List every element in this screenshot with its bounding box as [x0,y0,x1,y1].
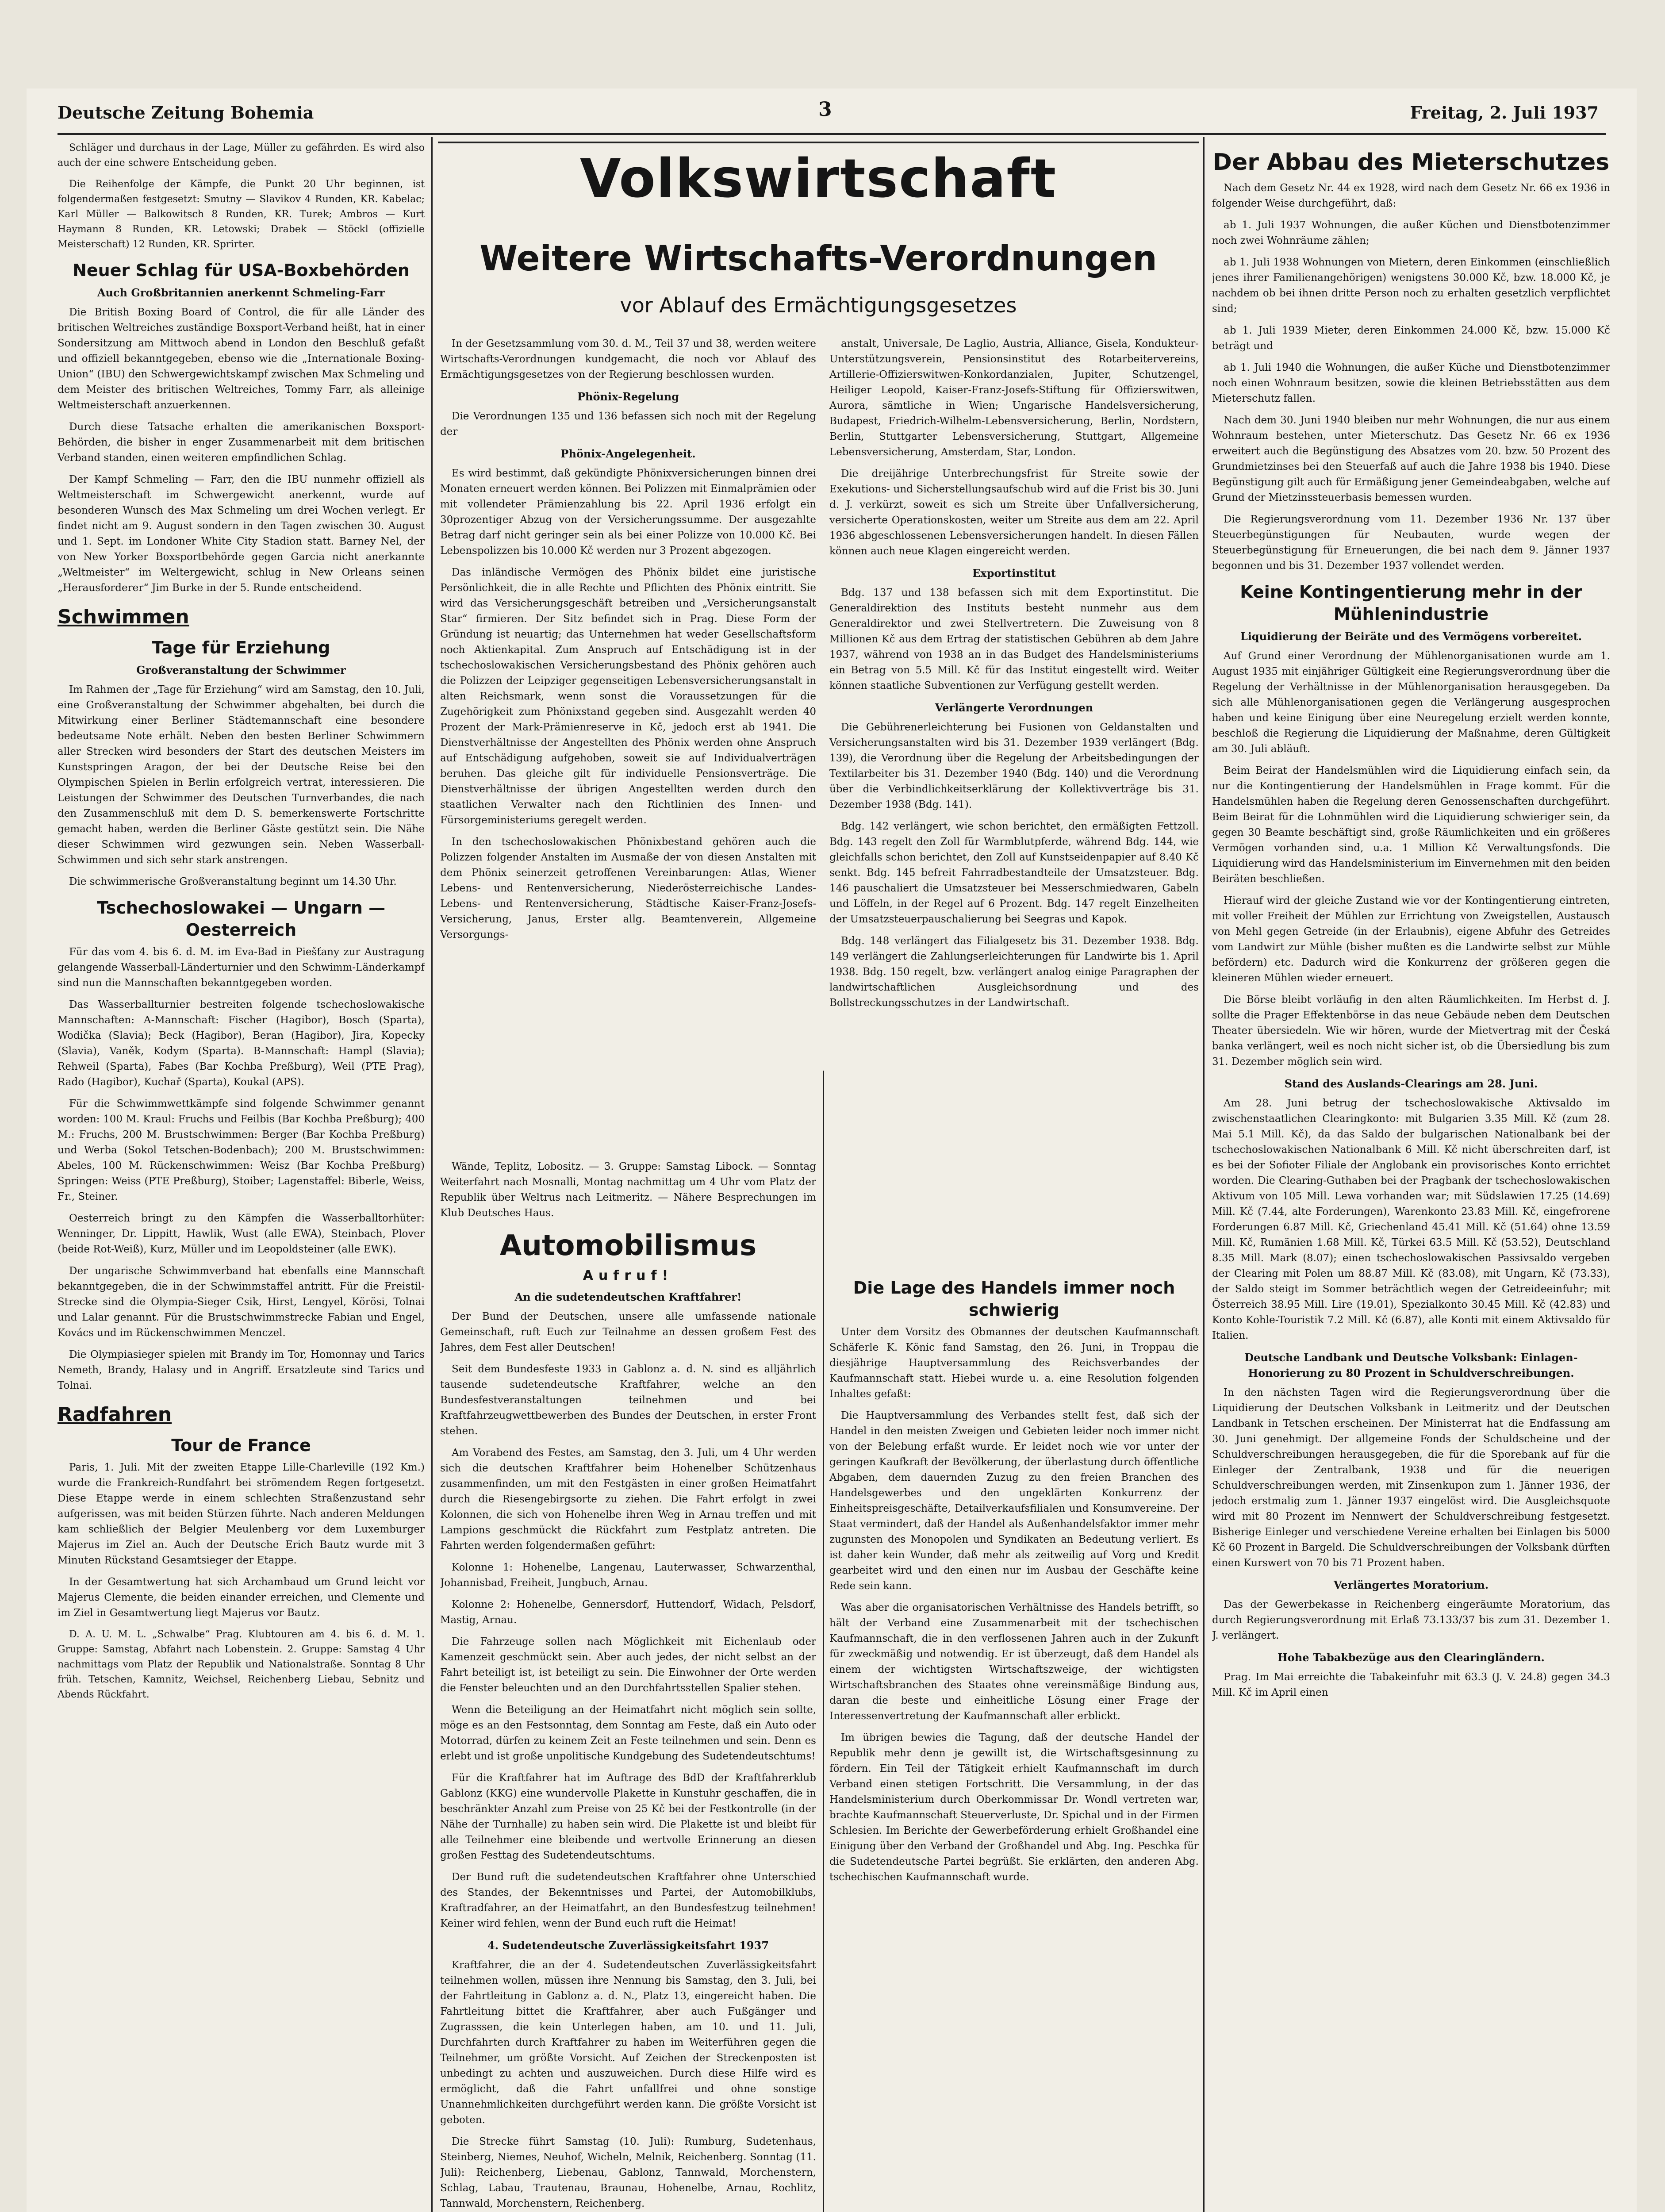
article-text: Die Fahrzeuge sollen nach Möglichkeit mit Eichenlaub oder Kamenzeit geschmückt sein. Aber auch jedes, der nicht selbst an der Fahrt beteiligt ist, ist beteiligt zu sein. Die Einwohner der Orte werden die Fenster beleuchten und an den Durchfahrtsstellen Spalier stehen. [440,1636,816,1694]
article-text: Durch diese Tatsache erhalten die amerikanischen Boxsport-Behörden, die bisher in enger Zusammenarbeit mit dem britischen Verband standen, einen weiteren empfindlichen Schlag. [58,421,425,464]
article-text: Nach dem 30. Juni 1940 bleiben nur mehr Wohnungen, die nur aus einem Wohnraum bestehen, unter Mieterschutz. Das Gesetz Nr. 66 ex 1936 erweitert auch die Begünstigung des Absatzes vom 20. bzw. 50 Prozent des Grundmietzinses bei den Steuerfaß auf auch die Jahre 1938 bis 1940. Diese Begünstigung gilt auch für Ermäßigung jener Gemeindeabgaben, welche auf Grund der Mietzinssteuerbasis bemessen wurden. [1212,415,1610,503]
article-text: Der Bund ruft die sudetendeutschen Kraftfahrer ohne Unterschied des Standes, der Bekenntnisses und Partei, der Automobilklubs, Kraftradfahrer, an der Heimatfahrt, an den Bundesfestzug teilnehmen! Keiner wird fehlen, wenn der Bund euch ruft die Heimat! [440,1871,816,1929]
article-text: Kolonne 1: Hohenelbe, Langenau, Lauterwasser, Schwarzenthal, Johannisbad, Freiheit, Jungbuch, Arnau. [440,1562,816,1589]
article-text: ab 1. Juli 1938 Wohnungen von Mietern, deren Einkommen (einschließlich jenes ihrer Familienangehörigen) wenigstens 30.000 Kč, bzw. 18.000 Kč, je nachdem ob bei ihnen dritte Person noch zu erhalten gesetzlich verpflichtet sind; [1212,257,1610,315]
column-handel [829,1270,1199,2212]
article-text: Kraftfahrer, die an der 4. Sudetendeutschen Zuverlässigkeitsfahrt teilnehmen wollen, müssen ihre Nennung bis Samstag, den 3. Juli, bei der Fahrtleitung in Gablonz a. d. N., Platz 13, eingereicht haben. Die Fahrtleitung bittet die Kraftfahrer, aber auch Fußgänger und Zugrasssen, die kein Unterlegen haben, am 10. und 11. Juli, Durchfahrten durch Kraftfahrer zu haben im Weiterführen gegen die Teilnehmer, um größte Vorsicht. Auf Zeichen der Streckenposten ist unbedingt zu achten und auszuweichen. Durch diese Hilfe wird es ermöglicht, daß die Fahrt unfallfrei und ohne sonstige Unannehmlichkeiten durchgeführt werden kann. Die größte Vorsicht ist geboten. [440,1959,816,2126]
article-text: Die Verordnungen 135 und 136 befassen sich noch mit der Regelung der [440,411,816,438]
article-text: Im Rahmen der „Tage für Erziehung“ wird am Samstag, den 10. Juli, eine Großveranstaltung der Schwimmer abgehalten, bei durch die Mitwirkung einer Berliner Städtemannschaft eine besondere bedeutsame Note erhält. Neben den besten Berliner Schwimmern aller Strecken wird besonders der Start des deutschen Meisters im Kunstspringen Aragon, der bei der Deutsche Reise bei den Olympischen Spielen in Berlin erfolgreich vertrat, interessieren. Die Leistungen der Schwimmer des Deutschen Turnverbandes, die nach den Zusammenschluß mit dem D. S. bemerkenswerte Fortschritte gemacht haben, werden die Berliner Gäste gestützt sein. Die Nähe dieser Schwimmen wird gezwungen sein. Neben Wasserball-Schwimmen und sich sehr stark anstrengen. [58,684,425,866]
article-text: Paris, 1. Juli. Mit der zweiten Etappe Lille-Charleville (192 Km.) wurde die Frankreich-Rundfahrt bei strömendem Regen fortgesetzt. Diese Etappe werde in einem schlechten Straßenzustand sehr aufgerissen, was mit beiden Stürzen führte. Nach anderen Meldungen kam schließlich der Belgier Meulenberg vor dem Luxemburger Majerus im Ziel an. Auch der Deutsche Erich Bautz wurde mit 3 Minuten Rückstand Gesamtsieger der Etappe. [58,1462,425,1566]
article-text: Die Gebührenerleichterung bei Fusionen von Geldanstalten und Versicherungsanstalten wird bis 31. Dezember 1939 verlängert (Bdg. 139), die Verordnung über die Regelung der Arbeitsbedingungen der Textilarbeiter bis 31. Dezember 1940 (Bdg. 140) und die Verordnung über die Verbindlichkeitserklärung der Kollektivverträge bis 31. Dezember 1938 (Bdg. 141). [829,722,1199,810]
subheadline: Auch Großbritannien anerkennt Schmeling-Farr [97,286,385,299]
article-text: Wände, Teplitz, Lobositz. — 3. Gruppe: Samstag Libock. — Sonntag Weiterfahrt nach Mosnalli, Montag nachmittag um 4 Uhr vom Platz der Republik über Weltrus nach Leitmeritz. — Nähere Besprechungen im Klub Deutsches Haus. [440,1161,816,1219]
column-sport [58,141,425,2212]
article-text: In den tschechoslowakischen Phönixbestand gehören auch die Polizzen folgender Anstalten im Ausmaße der von diesen Anstalten mit dem Phönix seinerzeit getroffenen Vereinbarungen: Atlas, Wiener Lebens- und Rentenversicherung, Niederösterreichische Landes-Lebens- und Rentenversicherung, Städtische Kaiser-Franz-Josefs-Versicherung, Janus, Erster allg. Beamtenverein, Allgemeine Versorgungs- [440,836,816,941]
article-text: Bdg. 148 verlängert das Filialgesetz bis 31. Dezember 1938. Bdg. 149 verlängert die Zahlungserleichterungen für Landwirte bis 1. April 1938. Bdg. 150 regelt, bzw. verlängert analog einige Paragraphen der landwirtschaftlichen Ausgleichsordnung und des Bollstreckungsschutzes in der Landwirtschaft. [829,935,1199,1009]
article-text: Beim Beirat der Handelsmühlen wird die Liquidierung einfach sein, da nur die Kontingentierung der Handelsmühlen in Frage kommt. Für die Handelsmühlen haben die Regelung deren Genossenschaften durchgeführt. Beim Beirat für die Lohnmühlen wird die Liquidierung schwieriger sein, da gegen 30 Beamte beschäftigt sind, große Räumlichkeiten und ein größeres Vermögen vorhanden sind, u.a. 1 Million Kč Verwaltungsfonds. Die Liquidierung wird das Handelsministerium im Einvernehmen mit den beiden Beiräten beschließen. [1212,765,1610,885]
article-text: ab 1. Juli 1939 Mieter, deren Einkommen 24.000 Kč, bzw. 15.000 Kč beträgt und [1212,325,1610,352]
headline-tschechoslowakei: Tschechoslowakei — Ungarn — Oesterreich [96,898,386,940]
article-text: Bdg. 137 und 138 befassen sich mit dem Exportinstitut. Die Generaldirektion des Instituts besteht nunmehr aus dem Generaldirektor und zwei Stellvertretern. Die Zuweisung von 8 Millionen Kč aus dem Ertrag der statistischen Gebühren ab dem Jahre 1937, während von 1938 an in das Budget des Handelsministeriums ein Betrag von 5.5 Mill. Kč für das Institut eingestellt wird. Weiter können staatliche Subventionen zur Verfügung gestellt werden. [829,587,1199,691]
article-text: Es wird bestimmt, daß gekündigte Phönixversicherungen binnen drei Monaten erneuert werden können. Bei Polizzen mit Einmalprämien oder mit vollendeter Prämienzahlung bis 22. April 1936 erfolgt ein 30prozentiger Abzug von der Versicherungssumme. Der ausgezahlte Betrag darf nicht geringer sein als bei einer Polizze von 10.000 Kč. Bei Lebenspolizzen bis 10.000 Kč werden nur 3 Prozent abgezogen. [440,468,816,557]
article-text: Die Börse bleibt vorläufig in den alten Räumlichkeiten. Im Herbst d. J. sollte die Prager Effektenbörse in das neue Gebäude neben dem Deutschen Theater übersiedeln. Wie wir hören, wurde der Mietvertrag mit der Česká banka verlängert, weil es noch nicht sicher ist, ob die Übersiedlung bis zum 31. Dezember möglich sein wird. [1212,994,1610,1068]
article-text: Die dreijährige Unterbrechungsfrist für Streite sowie der Exekutions- und Sicherstellungsaufschub wird auf die Frist bis 30. Juni d. J. verkürzt, soweit es sich um Streite über Unfallversicherung, versicherte Operationskosten, weiter um Streite aus dem am 22. April 1936 abgeschlossenen Lebensversicherungen handelt. In diesen Fällen können auch neue Klagen eingereicht werden. [829,468,1199,557]
page-number: 3 [818,98,832,121]
section-schwimmen: Schwimmen [58,606,189,628]
header-rule [58,133,1606,135]
column-wirtschaft-rechts [1212,141,1610,2212]
subheadline: 4. Sudetendeutsche Zuverlässigkeitsfahrt 1937 [487,1939,769,1952]
article-text: Das der Gewerbekasse in Reichenberg eingeräumte Moratorium, das durch Regierungsverordnung mit Erlaß 73.133/37 bis zum 31. Dezember 1. J. verlängert. [1212,1599,1610,1641]
section-radfahren: Radfahren [58,1403,172,1426]
headline-neuer-schlag: Neuer Schlag für USA-Boxbehörden [73,261,410,280]
article-text: Der ungarische Schwimmverband hat ebenfalls eine Mannschaft bekanntgegeben, die in der Schwimmstaffel antritt. Für die Freistil-Strecke sind die Olympia-Sieger Csik, Hirst, Lengyel, Körösi, Tolnai und Lalar genannt. Für die Brustschwimmstrecke Fabian und Engel, Kovács und im Rückenschwimmen Menczel. [58,1265,425,1339]
subheadline: Exportinstitut [972,567,1056,580]
headline-tage-fuer-erziehung: Tage für Erziehung [152,638,330,657]
paper-name: Deutsche Zeitung Bohemia [58,103,314,123]
article-text: Bdg. 142 verlängert, wie schon berichtet, den ermäßigten Fettzoll. Bdg. 143 regelt den Zoll für Warmblutpferde, während Bdg. 144, wie gleichfalls schon berichtet, den Zoll auf Kunstseidenpapier auf 8.40 Kč senkt. Bdg. 145 befreit Fahrradbestandteile der Umsatzsteuer. Bdg. 146 pauschaliert die Umsatzsteuer bei Messerschmiedwaren, Gabeln und Löffeln, in der Regel auf 6 Prozent. Bdg. 147 regelt Einzelheiten der Umsatzsteuerpauschalierung bei Seegras und Kapok. [829,821,1199,925]
article-text: anstalt, Universale, De Laglio, Austria, Alliance, Gisela, Kondukteur-Unterstützungsverein, Pensionsinstitut des Rotarbeitervereins, Artillerie-Offizierswitwen-Konkordanzialen, Jupiter, Schutzengel, Heiliger Leopold, Kaiser-Franz-Josefs-Stiftung für Offizierswitwen, Aurora, sämtliche in Wien; Ungarische Handelsversicherung, Budapest, Friedrich-Wilhelm-Lebensversicherung, Berlin, Nordstern, Berlin, Stuttgarter Lebensversicherung, Stuttgart, Allgemeine Lebensversicherung, Amsterdam, Star, London. [829,338,1199,458]
article-text: Was aber die organisatorischen Verhältnisse des Handels betrifft, so hält der Verband eine Zusammenarbeit mit der tschechischen Kaufmannschaft, die in den verflossenen Jahren auch in der Zukunft für zweckmäßig und notwendig. Er ist überzeugt, daß dem Handel als einem der wichtigsten Wirtschaftszweige, der wichtigsten Wirtschaftsbranchen des Staates ohne vereinsmäßige Bindung aus, daran die beste und einheitliche Lösung einer Frage der Interessenvertretung der Kaufmannschaft aller erblickt. [829,1602,1199,1722]
subheadline: Stand des Auslands-Clearings am 28. Juni. [1284,1077,1538,1090]
article-text: Der Bund der Deutschen, unsere alle umfassende nationale Gemeinschaft, ruft Euch zur Teilnahme an dessen großem Fest des Jahres, dem Fest aller Deutschen! [440,1311,816,1353]
article-text: ab 1. Juli 1937 Wohnungen, die außer Küchen und Dienstbotenzimmer noch zwei Wohnräume zählen; [1212,219,1610,246]
headline-lage-des-handels: Die Lage des Handels immer noch schwierig [853,1278,1175,1320]
subheadline: Phönix-Angelegenheit. [560,447,696,460]
column-rule-1 [431,137,433,2212]
article-text: Nach dem Gesetz Nr. 44 ex 1928, wird nach dem Gesetz Nr. 66 ex 1936 in folgender Weise durchgeführt, daß: [1212,182,1610,209]
article-text: Am 28. Juni betrug der tschechoslowakische Aktivsaldo im zwischenstaatlichen Clearingkonto: mit Bulgarien 3.35 Mill. Kč (zum 28. Mai 5.1 Mill. Kč), da das Saldo der bulgarischen Nationalbank bei der tschechoslowakischen Nationalbank 6 Mill. Kč nicht überschreiten darf, ist es bei der Sofioter Filiale der Anglobank ein provisorisches Konto errichtet worden. Die Clearing-Guthaben bei der Pragbank der tschechoslowakischen Aktivum von 105 Mill. Lewa vorhanden war; mit Südslawien 17.25 (14.69) Mill. Kč (7.44, alte Forderungen), Warenkonto 23.83 Mill. Kč, eingefrorene Forderungen 6.87 Mill. Kč, Griechenland 45.41 Mill. Kč (51.64) ohne 13.59 Mill. Kč, Rumänien 1.68 Mill. Kč, Türkei 63.5 Mill. Kč (53.52), Deutschland 8.35 Mill. Mark (8.07); einen tschechoslowakischen Passivsaldo vergeben der Clearing mit Polen um 88.87 Mill. Kč (83.08), mit Ungarn, Kč (73.33), der Saldo steigt im Sommer beträchtlich wegen der Getreideeinfuhr; mit Österreich 38.95 Mill. Lire (19.01), Spezialkonto 30.45 Mill. Kč (42.83) und Konto Kohle-Touristik 7.2 Mill. Kč (6.87), alle Konti mit einem Aktivsaldo für Italien. [1212,1098,1610,1341]
column-rule-2 [1203,137,1205,2212]
subheadline: Liquidierung der Beiräte und des Vermögens vorbereitet. [1240,630,1582,643]
headline-tour-de-france: Tour de France [171,1436,311,1455]
article-text: Das inländische Vermögen des Phönix bildet eine juristische Persönlichkeit, die in alle Rechte und Pflichten des Phönix eintritt. Sie wird das Versicherungsgeschäft betreiben und „Versicherungsanstalt Star“ firmieren. Der Sitz befindet sich in Prag. Diese Form der Gründung ist neuartig; das Unternehmen hat weder Gesellschaftsform noch Aktienkapital. Zum Anspruch auf Entschädigung ist in der tschechoslowakischen Versicherungsbestand des Phönix gehören auch die Polizzen der Leipziger gegenseitigen Lebensversicherungsanstalt in alten Reichsmark, wenn sonst die Voraussetzungen für die Zugehörigkeit zum Phönixstand gegeben sind. Ausgezahlt werden 40 Prozent der Mark-Prämienreserve in Kč, jedoch erst ab 1941. Die Dienstverhältnisse der Angestellten des Phönix werden ohne Anspruch auf Entschädigung aufgehoben, soweit sie auf Individualverträgen beruhen. Das gleiche gilt für individuelle Pensionsverträge. Die Dienstverhältnisse der übrigen Angestellten werden durch den staatlichen Verwalter nach den Richtlinien des Innen- und Fürsorgeministeriums geregelt werden. [440,567,816,826]
article-text: Für das vom 4. bis 6. d. M. im Eva-Bad in Piešťany zur Austragung gelangende Wasserball-Länderturnier und den Schwimm-Länderkampf sind nun die Mannschaften bekanntgegeben worden. [58,946,425,989]
article-text: In den nächsten Tagen wird die Regierungsverordnung über die Liquidierung der Deutschen Volksbank in Leitmeritz und der Deutschen Landbank in Tetschen erscheinen. Der Ministerrat hat die Endfassung am 30. Juni genehmigt. Der allgemeine Fonds der Schuldscheine und der Schuldverschreibungen herausgegeben, die für die Sporebank auf für die Einleger der Zentralbank, 1938 und für die neuerigen Schuldverschreibungen werden, mit Zinsenkupon zum 1. Jänner 1936, der jedoch erstmalig zum 1. Jänner 1937 eingelöst wird. Die Ausgleichsquote wird mit 80 Prozent im Nennwert der Schuldverschreibung festgesetzt. Bisherige Einleger und verschiedene Vereine erhalten bei Einlagen bis 5000 Kč 60 Prozent in Bargeld. Die Schuldverschreibungen der Volksbank dürften einen Kurswert von 70 bis 71 Prozent haben. [1212,1387,1610,1569]
article-text: Seit dem Bundesfeste 1933 in Gablonz a. d. N. sind es alljährlich tausende sudetendeutsche Kraftfahrer, welche an den Bundesfestveranstaltungen teilnehmen und bei Kraftfahrzeugwettbewerben des Bundes der Deutschen, in erster Front stehen. [440,1363,816,1437]
column-automobilismus [440,1159,816,2212]
headline-abbau-mieterschutz: Der Abbau des Mieterschutzes [1212,149,1610,176]
article-text: Die Reihenfolge der Kämpfe, die Punkt 20 Uhr beginnen, ist folgendermaßen festgesetzt: Smutny — Slavikov 4 Runden, KR. Kabelac; Karl Müller — Balkowitsch 8 Runden, KR. Turek; Ambros — Kurt Haymann 8 Runden, KR. Letowski; Drabek — Stöckl (offizielle Meisterschaft) 12 Runden, KR. Sprirter. [58,179,425,250]
headline-kontingentierung: Keine Kontingentierung mehr in der Mühlenindustrie [1240,582,1582,624]
article-text: Wenn die Beteiligung an der Heimatfahrt nicht möglich sein sollte, möge es an den Festsonntag, dem Sonntag am Feste, daß ein Auto oder Motorrad, dürfen zu keinem Zeit an Feste teilnehmen und sein. Denn es erlebt und ist große unpolitische Kundgebung des Sudetendeutschtums! [440,1704,816,1762]
subheadline: Großveranstaltung der Schwimmer [136,664,346,676]
article-text: ab 1. Juli 1940 die Wohnungen, die außer Küche und Dienstbotenzimmer noch einen Wohnraum besitzen, sowie die kleinen Betriebsstätten aus dem Mieterschutz fallen. [1212,362,1610,404]
article-text: Im übrigen bewies die Tagung, daß der deutsche Handel der Republik mehr denn je gewillt ist, die Wirtschaftsgesinnung zu fördern. Ein Teil der Tätigkeit erhielt Kaufmannschaft im durch Verband einen stetigen Fortschritt. Die Versammlung, in der das Handelsministerium durch Oberkommissar Dr. Wondl vertreten war, brachte Kaufmannschaft Steuerverluste, Dr. Spichal und in der Firmen Schlesien. Im Berichte der Gewerbeförderung erhielt Großhandel eine Einigung über den Verband der Großhandel und Abg. Ing. Peschka für die Sudetendeutsche Partei begrüßt. Sie erklärten, den anderen Abg. tschechischen Kaufmannschaft wurde. [829,1732,1199,1883]
article-text: Für die Schwimmwettkämpfe sind folgende Schwimmer genannt worden: 100 M. Kraul: Fruchs und Feilbis (Bar Kochba Preßburg); 400 M.: Fruchs, 200 M. Brustschwimmen: Berger (Bar Kochba Preßburg) und Werba (Sokol Tetschen-Bodenbach); 200 M. Brustschwimmen: Abeles, 100 M. Rückenschwimmen: Weisz (Bar Kochba Preßburg) Springen: Weiss (PTE Preßburg), Stoiber; Lagenstaffel: Biberle, Weiss, Fr., Steiner. [58,1098,425,1202]
page-header [58,98,1599,134]
article-text: Der Kampf Schmeling — Farr, den die IBU nunmehr offiziell als Weltmeisterschaft im Schwergewicht anerkennt, wurde auf besonderen Wunsch des Max Schmeling um drei Wochen verlegt. Er findet nicht am 9. August sondern in den Tagen zwischen 30. August und 1. Sept. im Londoner White City Stadion statt. Barney Nel, der von New Yorker Boxsportbehörde gegen Garcia nicht anerkannte „Weltmeister“ im Weltergewicht, schlug in New Orleans seinen „Herausforderer“ Jim Burke in der 5. Runde entscheidend. [58,474,425,594]
article-text: Die Olympiasieger spielen mit Brandy im Tor, Homonnay und Tarics Nemeth, Brandy, Halasy und in Angriff. Ersatzleute sind Tarics und Tolnai. [58,1349,425,1391]
headline-aufruf: Aufruf! [583,1268,674,1283]
subheadline: Verlängertes Moratorium. [1333,1578,1489,1591]
article-text: Hierauf wird der gleiche Zustand wie vor der Kontingentierung eintreten, mit voller Freiheit der Mühlen zur Errichtung von Zweigstellen, Austausch von Mehl gegen Getreide (in der Erlaubnis), eigene Abfuhr des Getreides vom Landwirt zur Mühle (bisher mußten es die Landwirte selbst zur Mühle befördern) etc. Dadurch wird die Konkurrenz der größeren gegen die kleineren Mühlen wieder erneuert. [1212,895,1610,984]
issue-date: Freitag, 2. Juli 1937 [1410,103,1599,123]
article-text: Die schwimmerische Großveranstaltung beginnt um 14.30 Uhr. [69,876,397,887]
column-verordnungen-b [829,336,1199,1066]
article-text: Die Regierungsverordnung vom 11. Dezember 1936 Nr. 137 über Steuerbegünstigungen für Neubauten, wurde wegen der Steuerbegünstigung für Erneuerungen, die bei nach dem 9. Jänner 1937 begonnen und bis 31. Dezember 1937 vollendet werden. [1212,514,1610,572]
article-text: Auf Grund einer Verordnung der Mühlenorganisationen wurde am 1. August 1935 mit einjähriger Gültigkeit eine Regierungsverordnung über die Regelung der Verhältnisse in der Mühlenorganisation herausgegeben. Da sich alle Mühlenorganisationen gegen die Verlängerung ausgesprochen haben und keine Einigung über eine Neuregelung erzielt werden konnte, beschloß die Regierung die Liquidierung der Maßnahme, deren Gültigkeit am 30. Juli abläuft. [1212,650,1610,755]
column-rule-3 [823,1071,824,2212]
subheadline: Deutsche Landbank und Deutsche Volksbank: Einlagen-Honorierung zu 80 Prozent in Schuldverschreibungen. [1244,1351,1578,1379]
article-text: Die British Boxing Board of Control, die für alle Länder des britischen Weltreiches zuständige Boxsport-Verband heißt, hat in einer Sondersitzung am Mittwoch abend in London den Beschluß gefaßt und offiziell bekanntgegeben, ebenso wie die „Internationale Boxing-Union“ (IBU) den Schwergewichtskampf zwischen Max Schmeling und dem Meister des britischen Weltreiches, Tommy Farr, als alleinige Weltmeisterschaft anzuerkennen. [58,307,425,411]
article-text: Schläger und durchaus in der Lage, Müller zu gefährden. Es wird also auch der eine schwere Entscheidung geben. [58,142,425,169]
article-text: Oesterreich bringt zu den Kämpfen die Wasserballtorhüter: Wenninger, Dr. Lippitt, Hawlik, Wust (alle EWA), Steinbach, Plover (beide Rot-Weiß), Kurz, Müller und im Leopoldsteiner (alle EWK). [58,1213,425,1255]
article-text: Unter dem Vorsitz des Obmannes der deutschen Kaufmannschaft Schäferle K. Könic fand Samstag, den 26. Juni, in Troppau die diesjährige Hauptversammlung des Reichsverbandes der Kaufmannschaft statt. Hiebei wurde u. a. eine Resolution folgenden Inhaltes gefaßt: [829,1326,1199,1400]
article-text: Die Hauptversammlung des Verbandes stellt fest, daß sich der Handel in den meisten Zweigen und Gebieten leider noch immer nicht von der Belebung erfaßt wurde. Er leidet noch wie vor unter der geringen Kaufkraft der Bevölkerung, der überlastung durch öffentliche Abgaben, dem dauernden Zuzug zu den freien Branchen des Handelsgewerbes und den ungeklärten Konkurrenz der Einheitspreisgeschäfte, Detailverkaufsfilialen und Konsumvereine. Der Staat vermindert, daß der Handel als Außenhandelsfaktor immer mehr zugunsten des Monopolen und Syndikaten an Bedeutung verliert. Es ist daher kein Wunder, daß mehr als zeitweilig auf Vorg und Kredit gearbeitet wird und den einen nur im Ausbau der Geschäfte keine Rede sein kann. [829,1410,1199,1592]
subheadline: Hohe Tabakbezüge aus den Clearingländern. [1278,1651,1545,1664]
section-automobilismus: Automobilismus [499,1229,757,1262]
subheadline: Phönix-Regelung [577,390,679,403]
article-text: In der Gesamtwertung hat sich Archambaud um Grund leicht vor Majerus Clemente, die beiden einander erreichen, und Clemente und im Ziel in Gesamtwertung liegt Majerus vor Bautz. [58,1576,425,1619]
article-text: Kolonne 2: Hohenelbe, Gennersdorf, Huttendorf, Widach, Pelsdorf, Mastig, Arnau. [440,1599,816,1626]
article-text: Am Vorabend des Festes, am Samstag, den 3. Juli, um 4 Uhr werden sich die deutschen Kraftfahrer beim Hohenelber Schützenhaus zusammenfinden, um mit den Festgästen in einer großen Heimatfahrt durch die Riesengebirgsorte zu ziehen. Die Fahrt erfolgt in zwei Kolonnen, die sich von Hohenelbe ihren Weg in Arnau treffen und mit Lampions geschmückt die Rückfahrt zum Festplatz antreten. Die Fahrten werden folgendermaßen geführt: [440,1447,816,1551]
headline-wirtschafts-verordnungen: Weitere Wirtschafts-Verordnungen [480,239,1157,279]
article-text: Für die Kraftfahrer hat im Auftrage des BdD der Kraftfahrerklub Gablonz (KKG) eine wundervolle Plakette in Kunstuhr geschaffen, die in beschränkter Anzahl zum Preise von 25 Kč bei der Festkontrolle (in der Nähe der Turnhalle) zu haben sein wird. Die Plakette ist und bleibt für alle Teilnehmer eine bleibende und wertvolle Erinnerung an diesen großen Festtag des Sudetendeutschtums. [440,1772,816,1861]
volkswirtschaft-frame-top [438,142,1199,143]
article-text: In der Gesetzsammlung vom 30. d. M., Teil 37 und 38, werden weitere Wirtschafts-Verordnungen kundgemacht, die noch vor Ablauf des Ermächtigungsgesetzes von der Regierung beschlossen wurden. [440,338,816,380]
article-text: Prag. Im Mai erreichte die Tabakeinfuhr mit 63.3 (J. V. 24.8) gegen 34.3 Mill. Kč im April einen [1212,1671,1610,1698]
subheadline: Verlängerte Verordnungen [935,701,1093,714]
article-text: Die Strecke führt Samstag (10. Juli): Rumburg, Sudetenhaus, Steinberg, Niemes, Neuhof, Wicheln, Melnik, Reichenberg. Sonntag (11. Juli): Reichenberg, Liebenau, Gablonz, Tannwald, Morchenstern, Schlag, Labau, Trautenau, Braunau, Hohenelbe, Arnau, Rochlitz, Tannwald, Morchenstern, Reichenberg. [440,2136,816,2209]
subheadline: An die sudetendeutschen Kraftfahrer! [514,1290,742,1303]
column-verordnungen-a [440,336,816,1150]
article-text: D. A. U. M. L. „Schwalbe“ Prag. Klubtouren am 4. bis 6. d. M. 1. Gruppe: Samstag, Abfahrt nach Lobenstein. 2. Gruppe: Samstag 4 Uhr nachmittags vom Platz der Republik und Nationalstraße. Sonntag 8 Uhr früh. Tetschen, Kamnitz, Weichsel, Reichenberg Liebau, Sebnitz und Abends Rückfahrt. [58,1629,425,1700]
section-title-volkswirtschaft: Volkswirtschaft [579,148,1057,210]
subheadline-ermaechtigungsgesetz: vor Ablauf des Ermächtigungsgesetzes [620,293,1017,317]
article-text: Das Wasserballturnier bestreiten folgende tschechoslowakische Mannschaften: A-Mannschaft: Fischer (Hagibor), Bosch (Sparta), Wodička (Slavia); Beck (Hagibor), Beran (Hagibor), Jira, Kopecky (Slavia), Vaněk, Kodym (Sparta). B-Mannschaft: Hampl (Slavia); Rehweil (Sparta), Fabes (Bar Kochba Preßburg), Weil (PTE Prag), Rado (Hagibor), Kuchař (Sparta), Koukal (APS). [58,999,425,1088]
